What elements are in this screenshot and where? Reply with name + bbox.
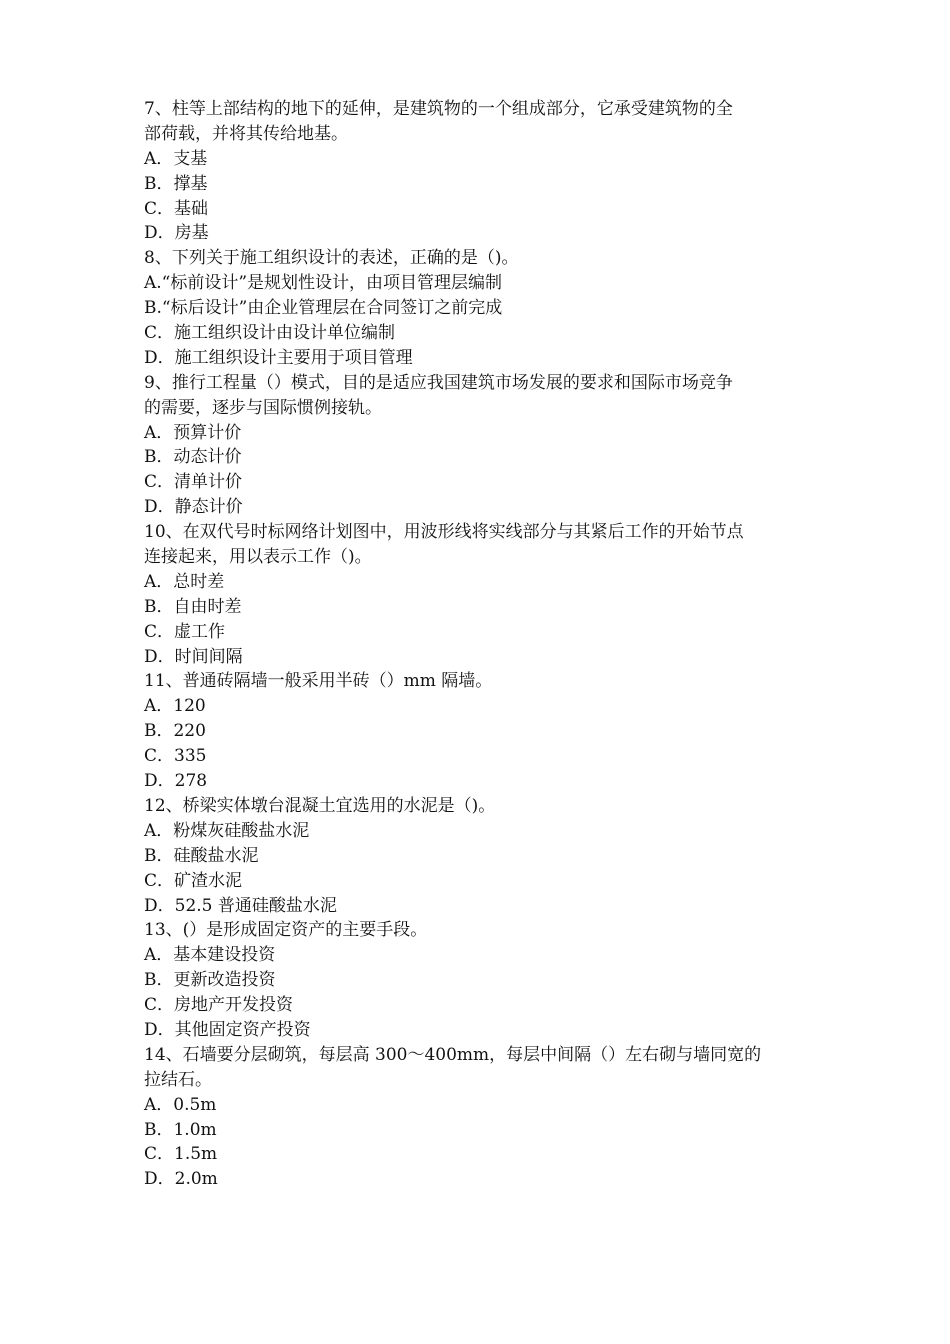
question-stem-line: 13、(）是形成固定资产的主要手段。 <box>144 920 428 941</box>
answer-option: A．预算计价 <box>144 422 242 443</box>
question-block <box>144 97 816 246</box>
answer-option: D．52.5 普通硅酸盐水泥 <box>144 895 337 916</box>
answer-option: C．矿渣水泥 <box>144 870 243 891</box>
answer-option: B．自由时差 <box>144 596 242 617</box>
answer-option: B.“标后设计”由企业管理层在合同签订之前完成 <box>144 298 503 319</box>
answer-option: D．2.0m <box>144 1169 218 1190</box>
question-stem-line: 连接起来，用以表示工作（)。 <box>144 547 372 568</box>
answer-option: A．总时差 <box>144 571 225 592</box>
answer-option: B．撑基 <box>144 173 208 194</box>
question-stem-line: 部荷载，并将其传给地基。 <box>144 123 348 144</box>
answer-option: C．基础 <box>144 198 209 219</box>
document-page <box>144 97 816 1192</box>
answer-option: A.“标前设计”是规划性设计，由项目管理层编制 <box>144 273 503 294</box>
question-block <box>144 794 816 918</box>
answer-option: A．基本建设投资 <box>144 945 276 966</box>
answer-option: B．220 <box>144 721 206 742</box>
answer-option: A．0.5m <box>144 1094 217 1115</box>
answer-option: A．粉煤灰硅酸盐水泥 <box>144 820 310 841</box>
answer-option: C．房地产开发投资 <box>144 995 294 1016</box>
answer-option: D．静态计价 <box>144 497 243 518</box>
question-stem-line: 8、下列关于施工组织设计的表述，正确的是（)。 <box>144 248 519 269</box>
question-block <box>144 520 816 669</box>
answer-option: C．施工组织设计由设计单位编制 <box>144 323 396 344</box>
answer-option: A．支基 <box>144 148 208 169</box>
question-stem-line: 11、普通砖隔墙一般采用半砖（）mm 隔墙。 <box>144 671 493 692</box>
question-stem-line: 12、桥梁实体墩台混凝土宜选用的水泥是（)。 <box>144 795 496 816</box>
answer-option: B．动态计价 <box>144 447 242 468</box>
question-block <box>144 246 816 370</box>
answer-option: C．335 <box>144 746 207 767</box>
answer-option: D．施工组织设计主要用于项目管理 <box>144 347 413 368</box>
question-stem-line: 10、在双代号时标网络计划图中，用波形线将实线部分与其紧后工作的开始节点 <box>144 522 744 543</box>
question-stem-line: 14、石墙要分层砌筑，每层高 300～400mm，每层中间隔（）左右砌与墙同宽的 <box>144 1044 762 1065</box>
question-block <box>144 669 816 793</box>
answer-option: D．时间间隔 <box>144 646 243 667</box>
answer-option: D．房基 <box>144 223 209 244</box>
question-block <box>144 1043 816 1192</box>
answer-option: A．120 <box>144 696 206 717</box>
question-stem-line: 7、柱等上部结构的地下的延伸，是建筑物的一个组成部分，它承受建筑物的全 <box>144 99 733 119</box>
question-block <box>144 918 816 1042</box>
question-block <box>144 371 816 520</box>
answer-option: C．1.5m <box>144 1144 218 1165</box>
question-stem-line: 拉结石。 <box>144 1069 212 1090</box>
answer-option: D．其他固定资产投资 <box>144 1019 311 1040</box>
question-stem-line: 9、推行工程量（）模式，目的是适应我国建筑市场发展的要求和国际市场竞争 <box>144 372 733 393</box>
answer-option: B．硅酸盐水泥 <box>144 845 259 866</box>
answer-option: B．1.0m <box>144 1119 217 1140</box>
answer-option: C．虚工作 <box>144 621 226 642</box>
question-stem-line: 的需要，逐步与国际惯例接轨。 <box>144 397 382 418</box>
answer-option: C．清单计价 <box>144 472 243 493</box>
answer-option: D．278 <box>144 771 208 792</box>
answer-option: B．更新改造投资 <box>144 970 276 991</box>
